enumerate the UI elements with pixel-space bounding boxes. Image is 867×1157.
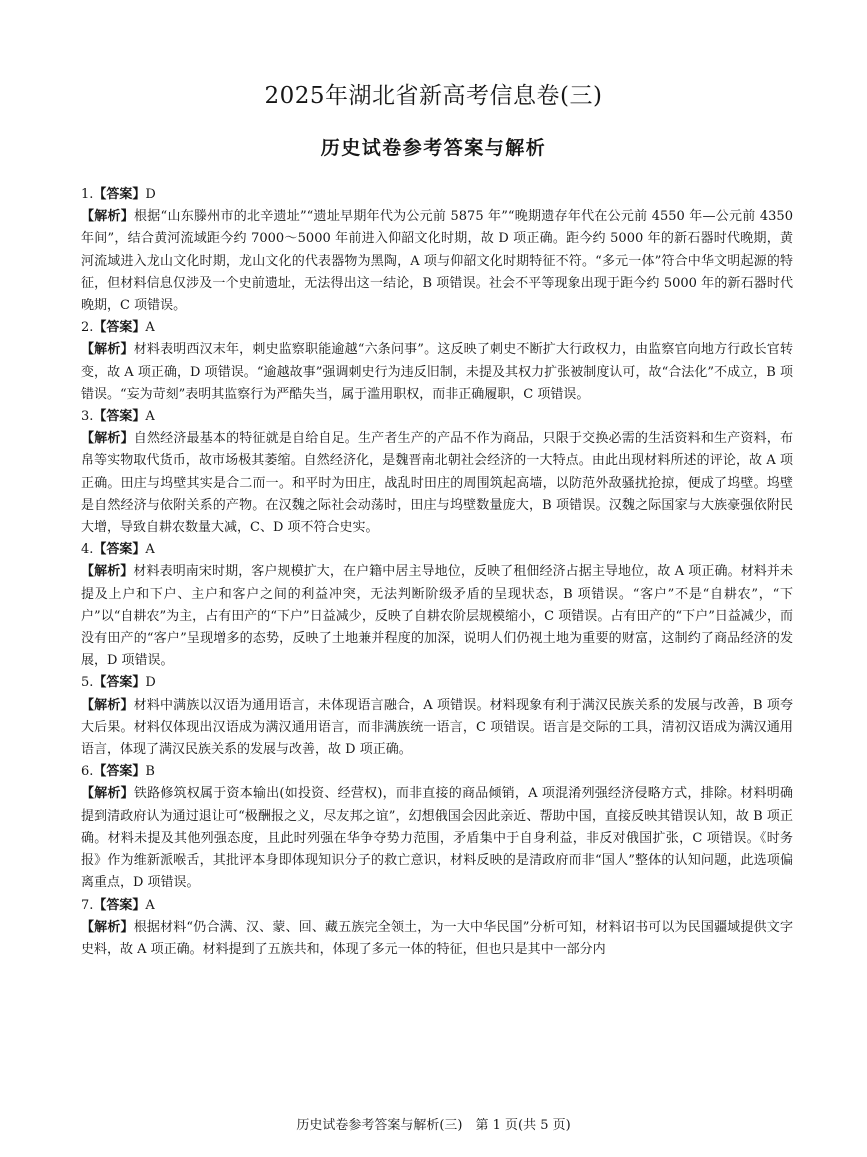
answer-label: 【答案】 [93, 542, 146, 558]
answer-label: 【答案】 [93, 897, 146, 913]
analysis-paragraph [81, 917, 793, 961]
question-4 [81, 539, 793, 672]
answer-label: 【答案】 [93, 764, 146, 780]
answer-value: A [145, 897, 155, 913]
answer-label: 【答案】 [93, 320, 146, 336]
answer-value: A [145, 409, 155, 425]
analysis-label: 【解析】 [81, 919, 134, 935]
answer-value: D [145, 675, 156, 691]
answer-value: A [145, 542, 155, 558]
answer-label: 【答案】 [93, 187, 146, 202]
page-subtitle: 历史试卷参考答案与解析 [320, 137, 547, 159]
analysis-paragraph [81, 561, 793, 672]
analysis-text: 材料中满族以汉语为通用语言，未体现语言融合，A 项错误。材料现象有利于满汉民族关系的发展与改善，B 项夸大后果。材料仅体现出汉语成为满汉通用语言，而非满族统一语言，C 项错误。语言是交际的工具，清初汉语成为满汉通用语言，体现了满汉民族关系的发展与改善，故 D 项正确。 [81, 697, 793, 758]
analysis-paragraph [81, 428, 793, 539]
question-number: 3. [81, 409, 94, 425]
analysis-text: 材料表明西汉末年，刺史监察职能逾越“六条问事”。这反映了刺史不断扩大行政权力，由监察官向地方行政长官转变，故 A 项正确，D 项错误。“逾越故事”强调刺史行为违反旧制，未提及其权力扩张被制度认可，故“合法化”不成立，B 项错误。“妄为苛刻”表明其监察行为严酷失当，属于滥用职权，而非正确履职，C 项错误。 [81, 342, 793, 402]
analysis-label: 【解析】 [81, 342, 134, 358]
answer-line [81, 317, 793, 339]
answer-value: B [145, 764, 155, 780]
answer-line [81, 184, 793, 206]
answer-line [81, 895, 793, 917]
analysis-text: 铁路修筑权属于资本输出(如投资、经营权)，而非直接的商品倾销，A 项混淆列强经济侵略方式，排除。材料明确提到清政府认为通过退让可“极酬报之义，尽友邦之谊”，幻想俄国会因此亲近、帮助中国，直接反映其错误认知，故 B 项正确。材料未提及其他列强态度，且此时列强在华争夺势力范围，矛盾集中于自身利益，非反对俄国扩张，C 项错误。《时务报》作为维新派喉舌，其批评本身即体现知识分子的救亡意识，材料反映的是清政府而非“国人”整体的认知问题，此选项偏离重点，D 项错误。 [81, 786, 793, 891]
page-title: 2025年湖北省新高考信息卷(三) [264, 83, 603, 109]
analysis-paragraph [81, 339, 793, 406]
answer-label: 【答案】 [93, 675, 146, 691]
question-3 [81, 406, 793, 539]
answer-line [81, 672, 793, 694]
analysis-label: 【解析】 [81, 209, 135, 225]
analysis-text: 根据“山东滕州市的北辛遗址”“遗址早期年代为公元前 5875 年”“晚期遗存年代在公元前 4550 年—公元前 4350 年间”，结合黄河流域距今约 7000～5000 年前进入仰韶文化时期，故 D 项正确。距今约 5000 年的新石器时代晚期，黄河流域进入龙山文化时期，龙山文化的代表器物为黑陶，A 项与仰韶文化时期特征不符。“多元一体”符合中华文明起源的特征，但材料信息仅涉及一个史前遗址，无法得出这一结论，B 项错误。社会不平等现象出现于距今约 5000 年的新石器时代晚期，C 项错误。 [81, 209, 793, 314]
question-6 [81, 761, 793, 894]
analysis-paragraph [81, 783, 793, 894]
question-number: 2. [81, 320, 94, 336]
answer-label: 【答案】 [93, 409, 146, 425]
question-number: 5. [81, 675, 94, 691]
answer-line [81, 539, 793, 561]
question-5 [81, 672, 793, 761]
question-number: 6. [81, 764, 94, 780]
analysis-paragraph [81, 695, 793, 762]
question-1 [81, 184, 793, 317]
analysis-label: 【解析】 [81, 786, 134, 802]
analysis-text: 自然经济最基本的特征就是自给自足。生产者生产的产品不作为商品，只限于交换必需的生活资料和生产资料，布帛等实物取代货币，故市场极其萎缩。自然经济化，是魏晋南北朝社会经济的一大特点。由此出现材料所述的评论，故 A 项正确。田庄与坞壁其实是合二而一。和平时为田庄，战乱时田庄的周围筑起高墙，以防范外敌骚扰抢掠，便成了坞壁。坞壁是自然经济与依附关系的产物。在汉魏之际社会动荡时，田庄与坞壁数量庞大，B 项错误。汉魏之际国家与大族豪强依附民大增，导致自耕农数量大减，C、D 项不符合史实。 [81, 431, 793, 536]
answer-value: D [145, 187, 156, 202]
analysis-paragraph [81, 206, 793, 317]
answer-line [81, 406, 793, 428]
analysis-text: 材料表明南宋时期，客户规模扩大，在户籍中居主导地位，反映了租佃经济占据主导地位，故 A 项正确。材料并未提及上户和下户、主户和客户之间的利益冲突，无法判断阶级矛盾的呈现状态，B 项错误。“客户”不是“自耕农”，“下户”以“自耕农”为主，占有田产的“下户”日益减少，反映了自耕农阶层规模缩小，C 项错误。占有田产的“下户”日益减少，而没有田产的“客户”呈现增多的态势，反映了土地兼并程度的加深，说明人们仍视土地为重要的财富，这制约了商品经济的发展，D 项错误。 [81, 564, 793, 669]
page-footer: 历史试卷参考答案与解析(三) 第 1 页(共 5 页) [296, 1118, 571, 1133]
question-number: 1. [81, 187, 94, 202]
question-7 [81, 895, 793, 962]
analysis-label: 【解析】 [81, 431, 134, 447]
question-2 [81, 317, 793, 406]
question-number: 4. [81, 542, 94, 558]
answer-list [81, 184, 793, 961]
analysis-text: 根据材料“仍合满、汉、蒙、回、藏五族完全领土，为一大中华民国”分析可知，材料诏书可以为民国疆域提供文字史料，故 A 项正确。材料提到了五族共和，体现了多元一体的特征，但也只是其中一部分内 [81, 919, 793, 957]
answer-line [81, 761, 793, 783]
analysis-label: 【解析】 [81, 697, 134, 713]
answer-value: A [145, 320, 155, 336]
analysis-label: 【解析】 [81, 564, 134, 580]
question-number: 7. [81, 897, 94, 913]
